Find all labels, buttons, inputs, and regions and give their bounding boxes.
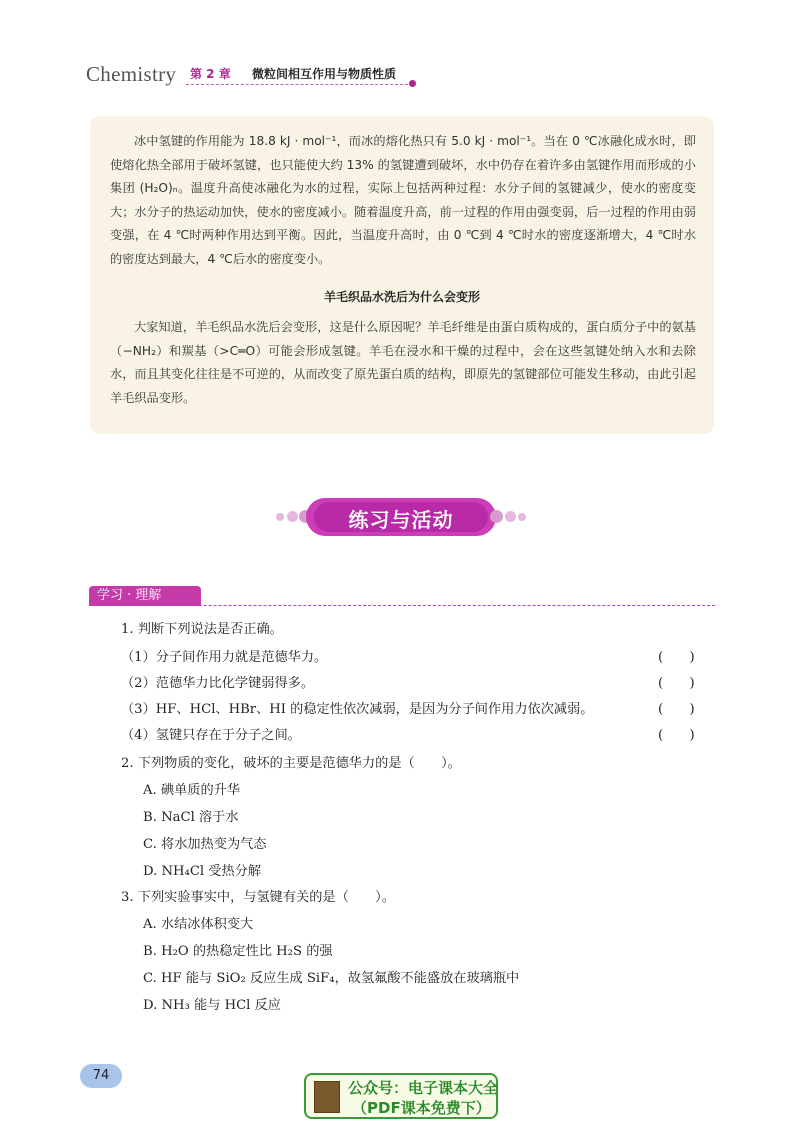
banner-dot-icon <box>505 511 516 522</box>
answer-blank: ( ) <box>658 676 695 691</box>
answer-blank: ( ) <box>658 650 695 665</box>
question-3: 3. 下列实验事实中，与氢键有关的是（ ）。 <box>121 890 395 905</box>
box-paragraph-wool: 大家知道，羊毛织品水洗后会变形，这是什么原因呢？羊毛纤维是由蛋白质构成的，蛋白质分子中的氨基（−NH₂）和羰基（>C═O）可能会形成氢键。羊毛在浸水和干燥的过程中，会在这些氢键处纳入水和去除水，而且其变化往往是不可逆的，从而改变了原先蛋白质的结构，即原先的氢键部位可能发生移动，由此引起羊毛织品变形。 <box>110 320 696 405</box>
question-2: 2. 下列物质的变化，破坏的主要是范德华力的是（ ）。 <box>121 756 461 771</box>
stamp-line-2: （PDF课本免费下） <box>352 1099 491 1117</box>
watermark-stamp <box>304 1073 498 1119</box>
banner-dot-icon <box>287 511 298 522</box>
question-3-option-d: D. NH₃ 能与 HCl 反应 <box>143 998 281 1013</box>
question-2-option-d: D. NH₄Cl 受热分解 <box>143 864 262 879</box>
chapter-title: 微粒间相互作用与物质性质 <box>252 67 397 81</box>
answer-blank: ( ) <box>658 728 695 743</box>
box-paragraph-ice: 冰中氢键的作用能为 18.8 kJ · mol⁻¹，而冰的熔化热只有 5.0 kJ · mol⁻¹。当在 0 ℃冰融化成水时，即使熔化热全部用于破坏氢键，也只能使大约 13% 的氢键遭到破坏，水中仍存在着许多由氢键作用而形成的小集团 (H₂O)ₙ。温度升高使冰融化为水的过程，实际上包括两种过程：水分子间的氢键减少，使水的密度变大；水分子的热运动加快，使水的密度减小。随着温度升高，前一过程的作用由强变弱，后一过程的作用由弱变强，在 4 ℃时两种作用达到平衡。因此，当温度升高时，由 0 ℃到 4 ℃时水的密度逐渐增大，4 ℃时水的密度达到最大，4 ℃后水的密度变小。 <box>110 134 696 266</box>
section-banner <box>276 498 526 536</box>
stamp-line-1: 公众号：电子课本大全 <box>348 1079 499 1097</box>
banner-title: 练习与活动 <box>348 508 454 532</box>
question-2-option-a: A. 碘单质的升华 <box>143 783 241 798</box>
question-2-option-b: B. NaCl 溶于水 <box>143 810 239 825</box>
question-3-option-c: C. HF 能与 SiO₂ 反应生成 SiF₄，故氢氟酸不能盛放在玻璃瓶中 <box>143 971 520 986</box>
question-1-item-4: （4）氢键只存在于分子之间。 <box>121 728 301 743</box>
chapter-number: 第 2 章 <box>190 67 231 81</box>
banner-dot-icon <box>490 510 503 523</box>
book-logo-icon <box>314 1081 340 1113</box>
question-2-option-c: C. 将水加热变为气态 <box>143 837 267 852</box>
brand-title: Chemistry <box>86 62 177 86</box>
banner-dot-icon <box>518 513 526 521</box>
section-divider <box>89 605 715 606</box>
page-number: 74 <box>80 1064 122 1088</box>
page-header <box>86 62 426 90</box>
question-1-item-2: （2）范德华力比化学键弱得多。 <box>121 676 315 691</box>
question-1-item-3: （3）HF、HCl、HBr、HI 的稳定性依次减弱，是因为分子间作用力依次减弱。 <box>121 702 594 717</box>
header-dot-icon <box>409 80 416 87</box>
box-subtitle: 羊毛织品水洗后为什么会变形 <box>323 290 480 304</box>
question-3-option-a: A. 水结冰体积变大 <box>143 917 254 932</box>
header-divider <box>186 84 408 85</box>
section-tag: 学习 · 理解 <box>89 586 201 606</box>
answer-blank: ( ) <box>658 702 695 717</box>
reading-box <box>90 116 714 434</box>
question-1: 1. 判断下列说法是否正确。 <box>121 622 283 637</box>
question-1-item-1: （1）分子间作用力就是范德华力。 <box>121 650 328 665</box>
question-3-option-b: B. H₂O 的热稳定性比 H₂S 的强 <box>143 944 333 959</box>
banner-dot-icon <box>276 513 284 521</box>
